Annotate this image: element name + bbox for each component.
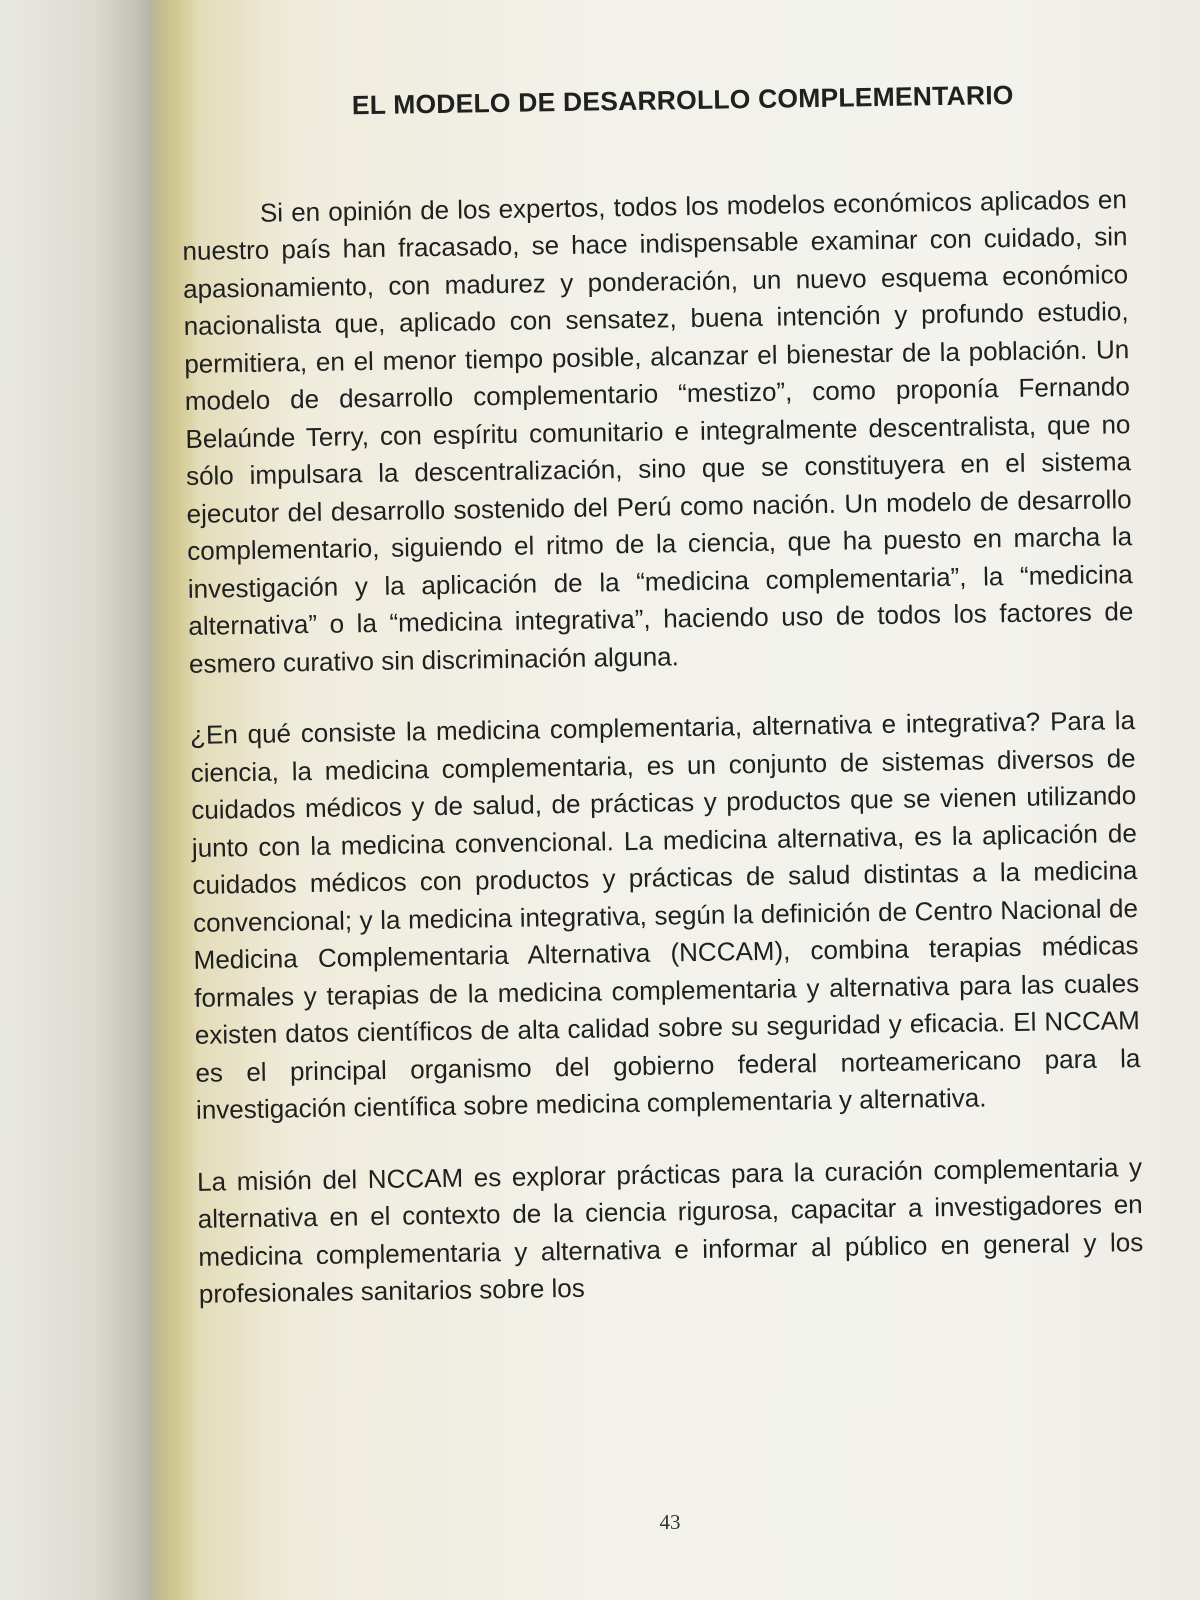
facing-page-edge	[0, 0, 170, 1600]
paragraph-3: La misión del NCCAM es explorar prácticas para la curación complementaria y alternativa en el contexto de la ciencia rigurosa, capacitar a investigadores en medicina complementaria y alternativa e informar al público en general y los profesionales sanitarios sobre los	[196, 1151, 1144, 1309]
paragraph-1: Si en opinión de los expertos, todos los modelos económicos aplicados en nuestro país han fracasado, se hace indispensable examinar con cuidado, sin apasionamiento, con madurez y ponderación, un nuevo esquema económico nacionalista que, aplicado con sensatez, buena intención y profundo estudio, permitiera, en el menor tiempo posible, alcanzar el bienestar de la población. Un modelo de desarrollo complementario “mestizo”, como proponía Fernando Belaúnde Terry, con espíritu comunitario e integralmente descentralista, que no sólo impulsara la descentralización, sino que se constituyera en el sistema ejecutor del desarrollo sostenido del Perú como nación. Un modelo de desarrollo complementario, siguiendo el ritmo de la ciencia, que ha puesto en marcha la investigación y la aplicación de la “medicina complementaria”, la “medicina alternativa” o la “medicina integrativa”, haciendo uso de todos los factores de esmero curativo sin discriminación alguna.	[182, 183, 1134, 679]
chapter-title: EL MODELO DE DESARROLLO COMPLEMENTARIO	[351, 79, 1014, 121]
paragraph-2: ¿En qué consiste la medicina complementaria, alternativa e integrativa? Para la ciencia, la medicina complementaria, es un conjunto de sistemas diversos de cuidados médicos y de salud, de prácticas y productos que se vienen utilizando junto con la medicina convencional. La medicina alternativa, es la aplicación de cuidados médicos con productos y prácticas de salud distintas a la medicina convencional; y la medicina integrativa, según la definición de Centro Nacional de Medicina Complementaria Alternativa (NCCAM), combina terapias médicas formales y terapias de la medicina complementaria y alternativa para las cuales existen datos científicos de alta calidad sobre su seguridad y eficacia. El NCCAM es el principal organismo del gobierno federal norteamericano para la investigación científica sobre medicina complementaria y alternativa.	[189, 705, 1141, 1125]
page-text-block	[180, 75, 1145, 1347]
page-number: 43	[659, 1510, 681, 1534]
